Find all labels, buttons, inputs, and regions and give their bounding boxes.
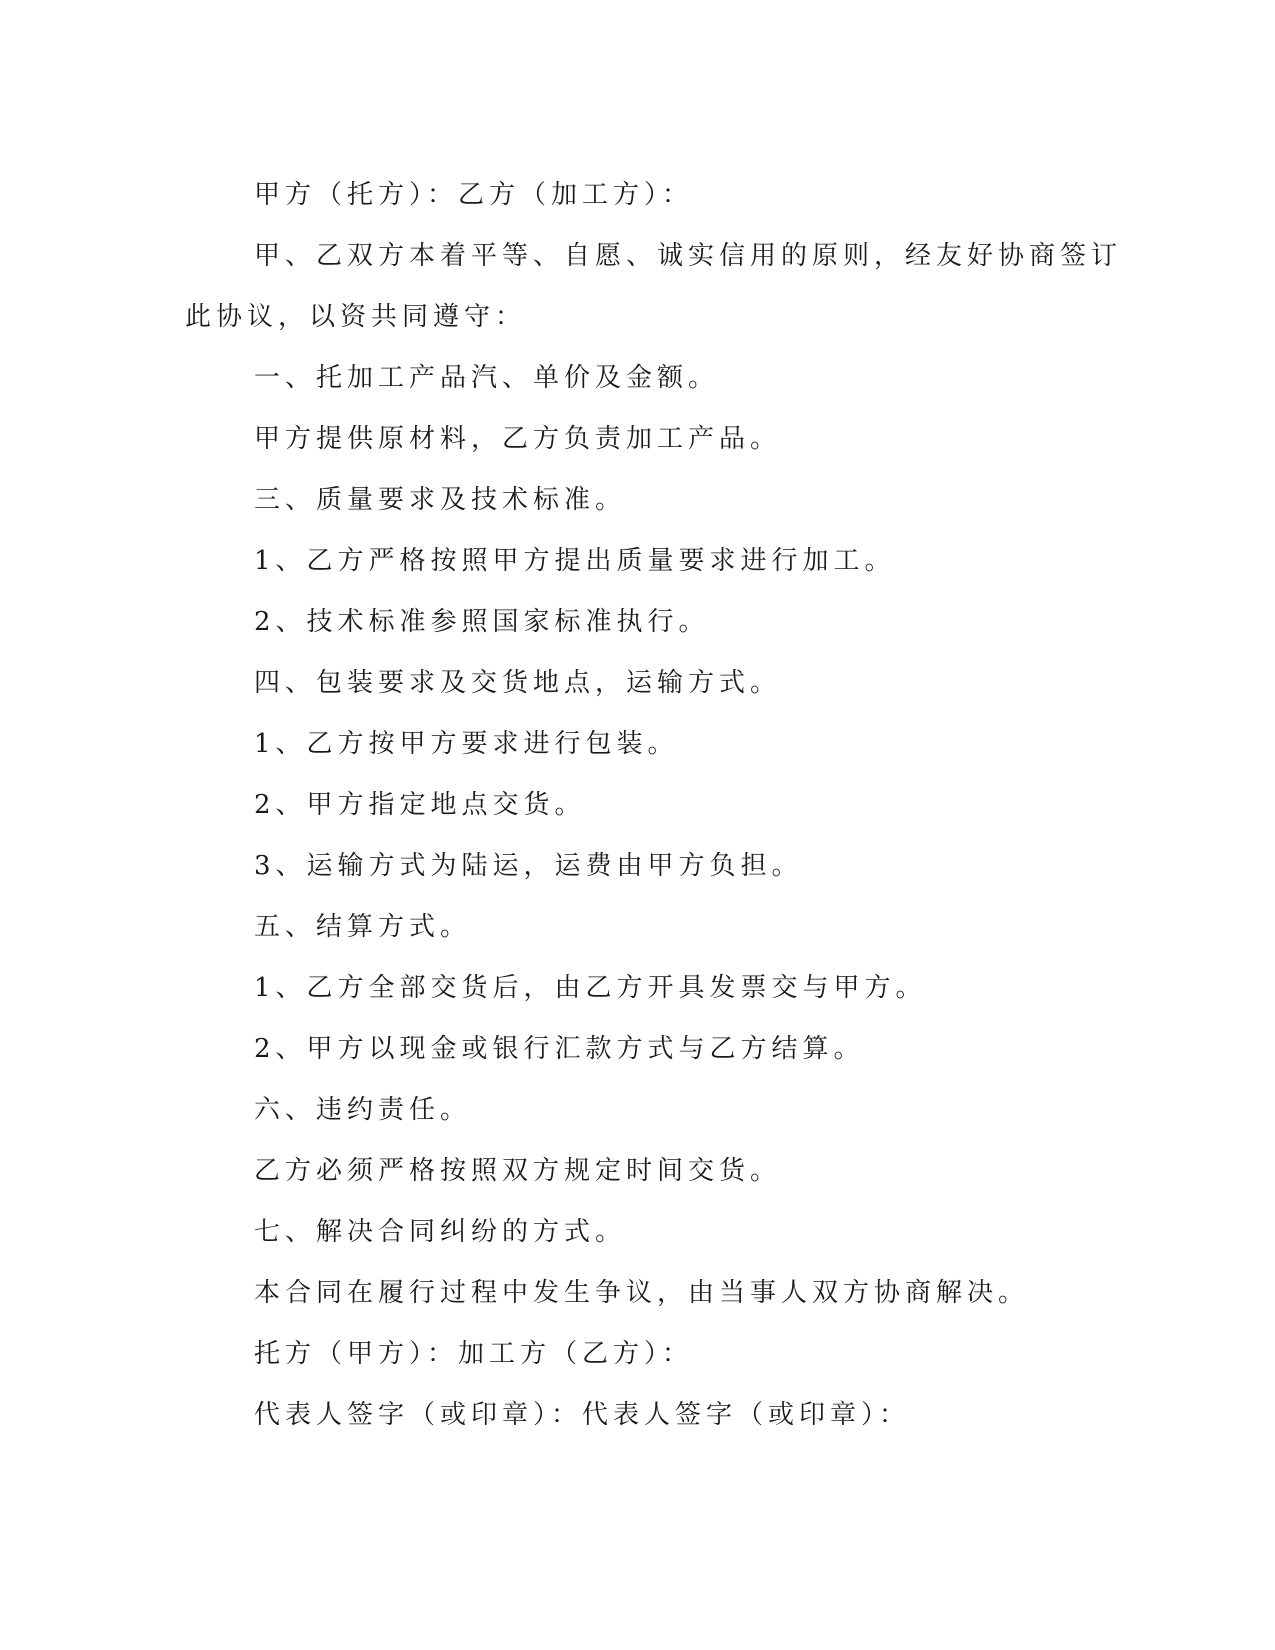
section-5-item-1: 1、乙方全部交货后，由乙方开具发票交与甲方。 xyxy=(254,973,927,1003)
signature-representatives-line: 代表人签字（或印章）：代表人签字（或印章）： xyxy=(254,1400,911,1430)
preamble-line-2: 此协议，以资共同遵守： xyxy=(185,302,527,332)
section-7-text: 本合同在履行过程中发生争议，由当事人双方协商解决。 xyxy=(254,1278,1030,1308)
section-6-heading: 六、违约责任。 xyxy=(254,1095,472,1125)
section-1-text: 甲方提供原材料，乙方负责加工产品。 xyxy=(254,424,782,454)
section-6-text: 乙方必须严格按照双方规定时间交货。 xyxy=(254,1156,782,1186)
preamble-line-1: 甲、乙双方本着平等、自愿、诚实信用的原则，经友好协商签订 xyxy=(254,241,1123,271)
section-4-item-1: 1、乙方按甲方要求进行包装。 xyxy=(254,729,679,759)
section-5-item-2: 2、甲方以现金或银行汇款方式与乙方结算。 xyxy=(254,1034,865,1064)
document-body xyxy=(185,165,1123,1446)
section-7-heading: 七、解决合同纠纷的方式。 xyxy=(254,1217,627,1247)
section-1-heading: 一、托加工产品汽、单价及金额。 xyxy=(254,363,720,393)
section-3-item-1: 1、乙方严格按照甲方提出质量要求进行加工。 xyxy=(254,546,896,576)
section-5-heading: 五、结算方式。 xyxy=(254,912,472,942)
section-3-item-2: 2、技术标准参照国家标准执行。 xyxy=(254,607,710,637)
signature-parties-line: 托方（甲方）：加工方（乙方）： xyxy=(254,1339,694,1369)
party-header-line: 甲方（托方）：乙方（加工方）： xyxy=(254,180,694,210)
section-4-item-3: 3、运输方式为陆运，运费由甲方负担。 xyxy=(254,851,803,881)
section-3-heading: 三、质量要求及技术标准。 xyxy=(254,485,627,515)
section-4-heading: 四、包装要求及交货地点，运输方式。 xyxy=(254,668,782,698)
section-4-item-2: 2、甲方指定地点交货。 xyxy=(254,790,586,820)
